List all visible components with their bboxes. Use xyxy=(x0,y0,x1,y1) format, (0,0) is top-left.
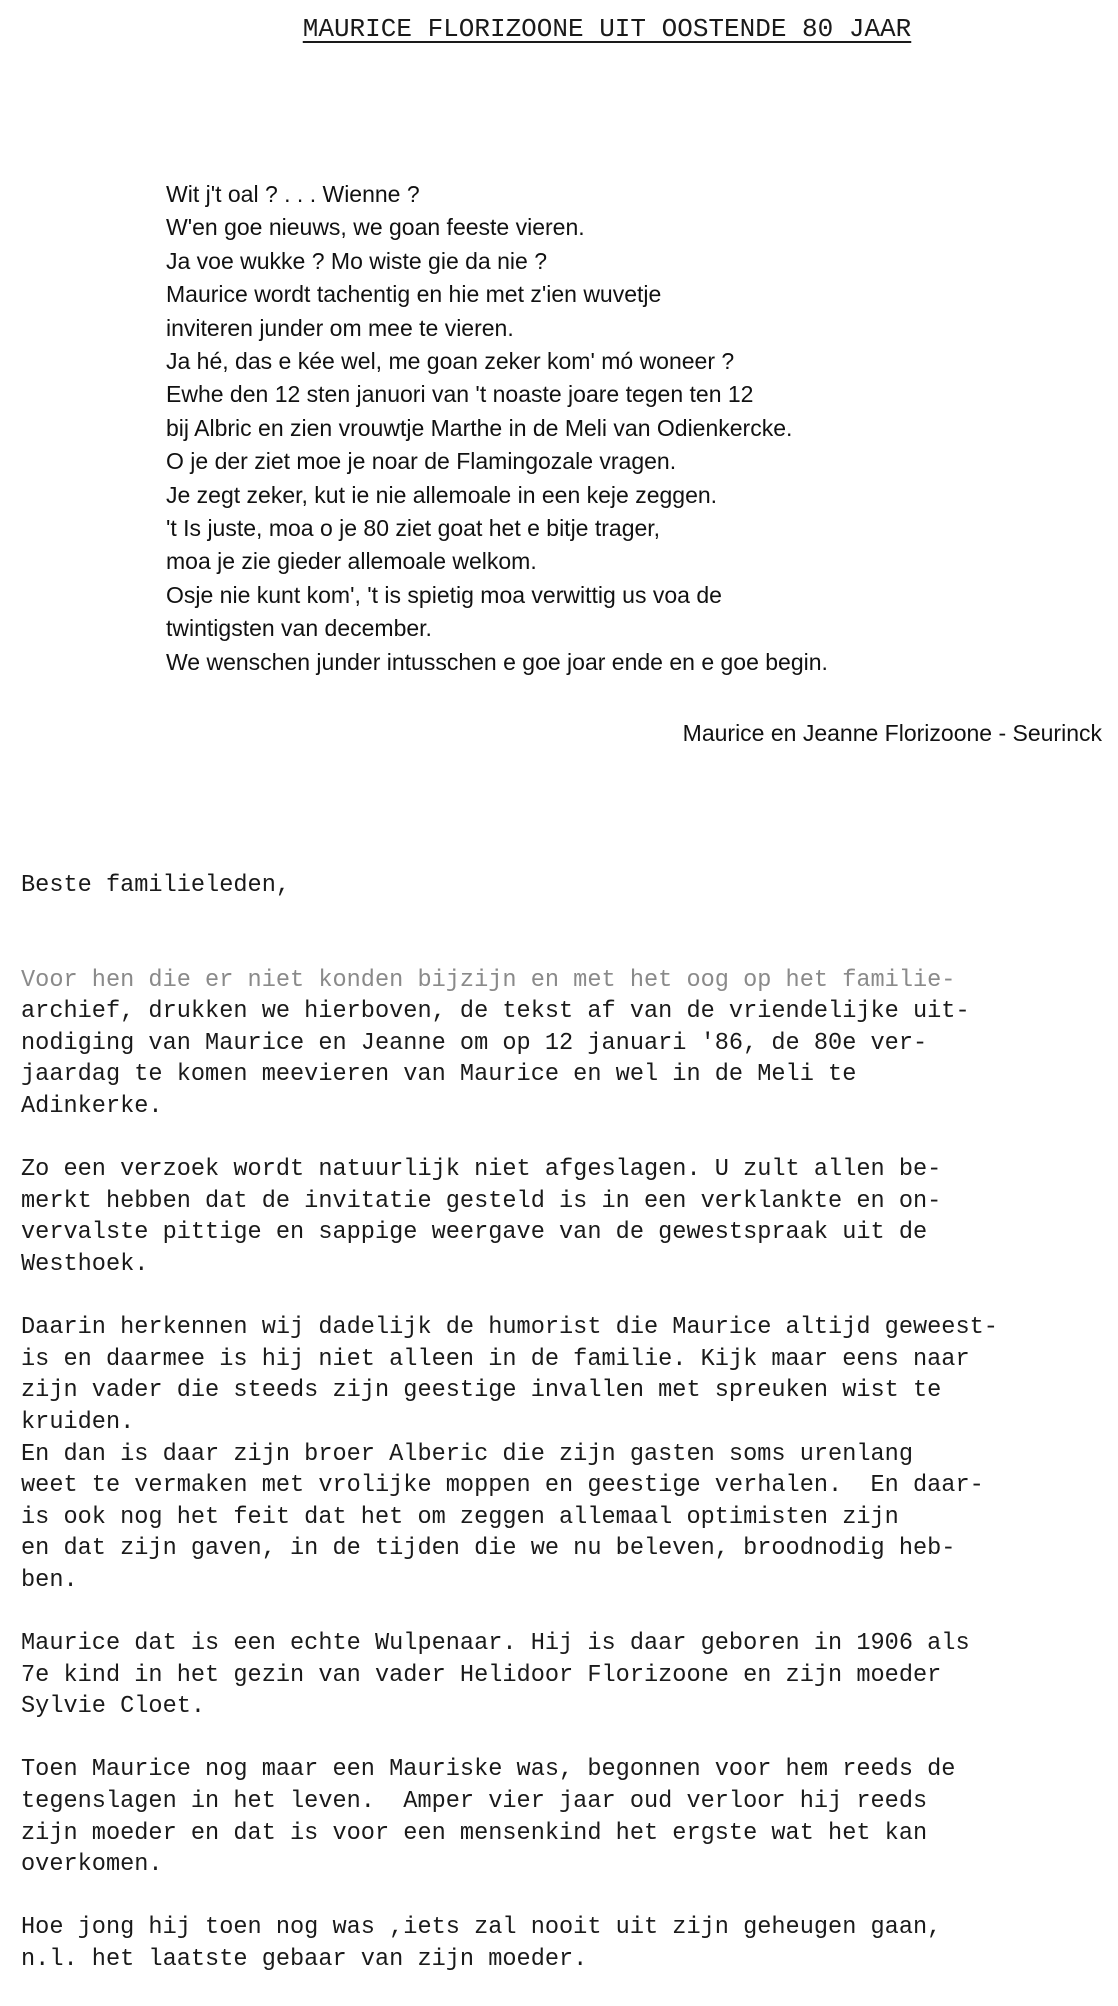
paragraph-line: vervalste pittige en sappige weergave van de gewestspraak uit de xyxy=(21,1219,928,1247)
paragraph-line: weet te vermaken met vrolijke moppen en geestige verhalen. En daar- xyxy=(21,1472,984,1500)
paragraph xyxy=(21,1312,1111,1596)
paragraph-line: tegenslagen in het leven. Amper vier jaar oud verloor hij reeds xyxy=(21,1788,928,1816)
poem-line: moa je zie gieder allemoale welkom. xyxy=(166,548,537,575)
poem-line: bij Albric en zien vrouwtje Marthe in de Meli van Odienkercke. xyxy=(166,414,793,441)
paragraph-line: Sylvie Cloet. xyxy=(21,1693,206,1721)
paragraph-line: n.l. het laatste gebaar van zijn moeder. xyxy=(21,1946,588,1973)
paragraph-line: Westhoek. xyxy=(21,1250,149,1278)
letter-body xyxy=(21,870,1111,1976)
poem-line: We wenschen junder intusschen e goe joar ende en e goe begin. xyxy=(166,648,828,675)
paragraph-gap xyxy=(21,1123,1111,1155)
poem-line: Osje nie kunt kom', 't is spietig moa verwittig us voa de xyxy=(166,581,722,608)
paragraph-line: nodiging van Maurice en Jeanne om op 12 januari '86, de 80e ver- xyxy=(21,1029,928,1057)
paragraph-gap xyxy=(21,1596,1111,1628)
poem-line: Ja voe wukke ? Mo wiste gie da nie ? xyxy=(166,247,547,274)
paragraph-line: is ook nog het feit dat het om zeggen allemaal optimisten zijn xyxy=(21,1503,899,1531)
poem-line: W'en goe nieuws, we goan feeste vieren. xyxy=(166,214,585,241)
paragraph-line: Zo een verzoek wordt natuurlijk niet afgeslagen. U zult allen be- xyxy=(21,1156,942,1184)
paragraph-line: ben. xyxy=(21,1566,78,1594)
paragraph-line: Maurice dat is een echte Wulpenaar. Hij is daar geboren in 1906 als xyxy=(21,1630,970,1658)
poem-line: Ja hé, das e kée wel, me goan zeker kom' mó woneer ? xyxy=(166,348,735,375)
signature: Maurice en Jeanne Florizoone - Seurinck xyxy=(682,720,1102,746)
poem xyxy=(166,178,828,679)
paragraph-line: jaardag te komen meevieren van Maurice en wel in de Meli te xyxy=(21,1061,857,1089)
paragraph-line: Toen Maurice nog maar een Mauriske was, begonnen voor hem reeds de xyxy=(21,1756,956,1784)
paragraph xyxy=(21,1754,1111,1880)
paragraph-line: kruiden. xyxy=(21,1408,135,1436)
paragraph-line: overkomen. xyxy=(21,1851,163,1879)
poem-line: Wit j't oal ? . . . Wienne ? xyxy=(166,181,420,207)
paragraph-line: Voor hen die er niet konden bijzijn en met het oog op het familie- xyxy=(21,966,956,994)
paragraph-line: 7e kind in het gezin van vader Helidoor Florizoone en zijn moeder xyxy=(21,1661,942,1689)
paragraph-line: en dat zijn gaven, in de tijden die we nu beleven, broodnodig heb- xyxy=(21,1535,956,1563)
paragraph xyxy=(21,965,1111,1123)
poem-line: O je der ziet moe je noar de Flamingozale vragen. xyxy=(166,448,677,475)
poem-line: Je zegt zeker, kut ie nie allemoale in een keje zeggen. xyxy=(166,481,718,508)
paragraph xyxy=(21,1154,1111,1280)
paragraph-line: merkt hebben dat de invitatie gesteld is in een verklankte en on- xyxy=(21,1187,942,1215)
paragraph-gap xyxy=(21,1723,1111,1755)
paragraph-line: zijn moeder en dat is voor een mensenkind het ergste wat het kan xyxy=(21,1819,928,1847)
poem-line: inviteren junder om mee te vieren. xyxy=(166,314,514,341)
poem-line: Ewhe den 12 sten januori van 't noaste joare tegen ten 12 xyxy=(166,381,754,408)
paragraph-line: zijn vader die steeds zijn geestige invallen met spreuken wist te xyxy=(21,1377,942,1405)
paragraph-gap xyxy=(21,1881,1111,1913)
paragraph xyxy=(21,1912,1111,1975)
paragraph-line: Daarin herkennen wij dadelijk de humorist die Maurice altijd geweest- xyxy=(21,1314,998,1342)
salutation: Beste familieleden, xyxy=(21,872,291,899)
paragraph-line: Hoe jong hij toen nog was ,iets zal nooit uit zijn geheugen gaan, xyxy=(21,1914,942,1942)
paragraph-line: En dan is daar zijn broer Alberic die zijn gasten soms urenlang xyxy=(21,1440,913,1468)
poem-line: Maurice wordt tachentig en hie met z'ien wuvetje xyxy=(166,281,662,308)
paragraph xyxy=(21,1628,1111,1723)
paragraph-line: Adinkerke. xyxy=(21,1092,163,1120)
poem-line: twintigsten van december. xyxy=(166,615,432,642)
page-title: MAURICE FLORIZOONE UIT OOSTENDE 80 JAAR xyxy=(302,14,912,44)
poem-line: 't Is juste, moa o je 80 ziet goat het e bitje trager, xyxy=(166,515,661,542)
paragraph-gap xyxy=(21,1281,1111,1313)
paragraph-line: is en daarmee is hij niet alleen in de familie. Kijk maar eens naar xyxy=(21,1345,970,1373)
paragraph-line: archief, drukken we hierboven, de tekst af van de vriendelijke uit- xyxy=(21,998,970,1026)
